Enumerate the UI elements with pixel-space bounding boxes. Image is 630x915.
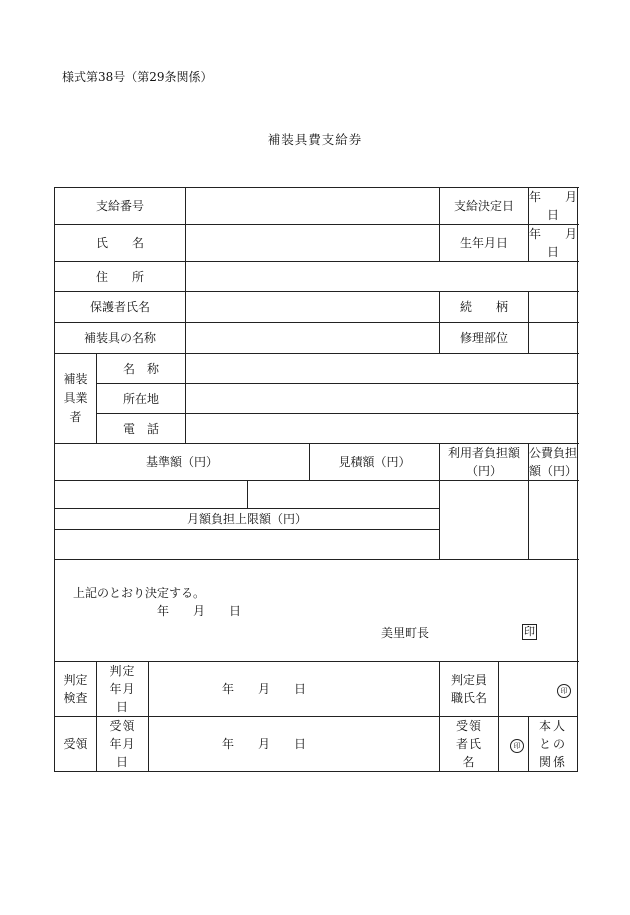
guardian-label: 保護者氏名 <box>55 292 186 323</box>
name-field[interactable] <box>186 225 440 262</box>
inspector-label: 判定員職氏名 <box>440 662 499 717</box>
payment-form-table <box>54 187 602 772</box>
relation-field[interactable] <box>529 292 578 323</box>
relation-to-person-label: 本人との関係 <box>529 717 578 772</box>
form-number: 様式第38号（第29条関係） <box>62 70 213 84</box>
issuer-name: 美里町長 <box>381 626 430 640</box>
estimate-amount-label: 見積額（円） <box>310 444 440 481</box>
vendor-phone-field[interactable] <box>186 414 578 444</box>
vendor-name-field[interactable] <box>186 354 578 384</box>
base-amount-label: 基準額（円） <box>55 444 310 481</box>
inspector-field[interactable] <box>499 662 578 717</box>
receiver-field[interactable] <box>499 717 529 772</box>
vendor-name-label: 名 称 <box>97 354 186 384</box>
receiver-seal: 印 <box>510 739 524 753</box>
decision-notice <box>55 560 578 662</box>
decision-date-label: 支給決定日 <box>440 188 529 225</box>
decision-date-field[interactable]: 年 月 日 <box>529 188 578 225</box>
monthly-limit-field[interactable] <box>55 529 439 559</box>
device-name-label: 補装具の名称 <box>55 323 186 354</box>
address-field[interactable] <box>186 262 578 292</box>
estimate-amount-field[interactable] <box>247 481 439 508</box>
user-burden-field[interactable] <box>440 481 529 560</box>
name-label: 氏 名 <box>55 225 186 262</box>
public-burden-label: 公費負担額（円） <box>529 444 578 481</box>
inspection-date-field[interactable]: 年 月 日 <box>149 662 440 717</box>
vendor-phone-label: 電 話 <box>97 414 186 444</box>
repair-part-field[interactable] <box>529 323 578 354</box>
inspection-label: 判定検査 <box>55 662 97 717</box>
repair-part-label: 修理部位 <box>440 323 529 354</box>
seal-box: 印 <box>524 625 535 638</box>
user-burden-label: 利用者負担額（円） <box>440 444 529 481</box>
device-name-field[interactable] <box>186 323 440 354</box>
relation-label: 続 柄 <box>440 292 529 323</box>
receiver-label: 受領者氏名 <box>440 717 499 772</box>
payment-number-field[interactable] <box>186 188 440 225</box>
inspector-seal: 印 <box>557 684 571 698</box>
vendor-location-field[interactable] <box>186 384 578 414</box>
receipt-date-field[interactable]: 年 月 日 <box>149 717 440 772</box>
page-title: 補装具費支給券 <box>267 132 363 147</box>
address-label: 住 所 <box>55 262 186 292</box>
payment-number-label: 支給番号 <box>55 188 186 225</box>
notice-text: 上記のとおり決定する。 <box>73 586 206 600</box>
inspection-date-label: 判定年月日 <box>97 662 149 717</box>
guardian-field[interactable] <box>186 292 440 323</box>
birthdate-field[interactable]: 年 月 日 <box>529 225 578 262</box>
base-amount-field[interactable] <box>55 481 247 508</box>
birthdate-label: 生年月日 <box>440 225 529 262</box>
notice-date[interactable]: 年 月 日 <box>157 604 242 618</box>
receipt-date-label: 受領年月日 <box>97 717 149 772</box>
monthly-limit-label: 月額負担上限額（円） <box>55 508 439 529</box>
vendor-location-label: 所在地 <box>97 384 186 414</box>
vendor-group-label: 補装具業者 <box>55 354 97 444</box>
receipt-label: 受領 <box>55 717 97 772</box>
public-burden-field[interactable] <box>529 481 578 560</box>
